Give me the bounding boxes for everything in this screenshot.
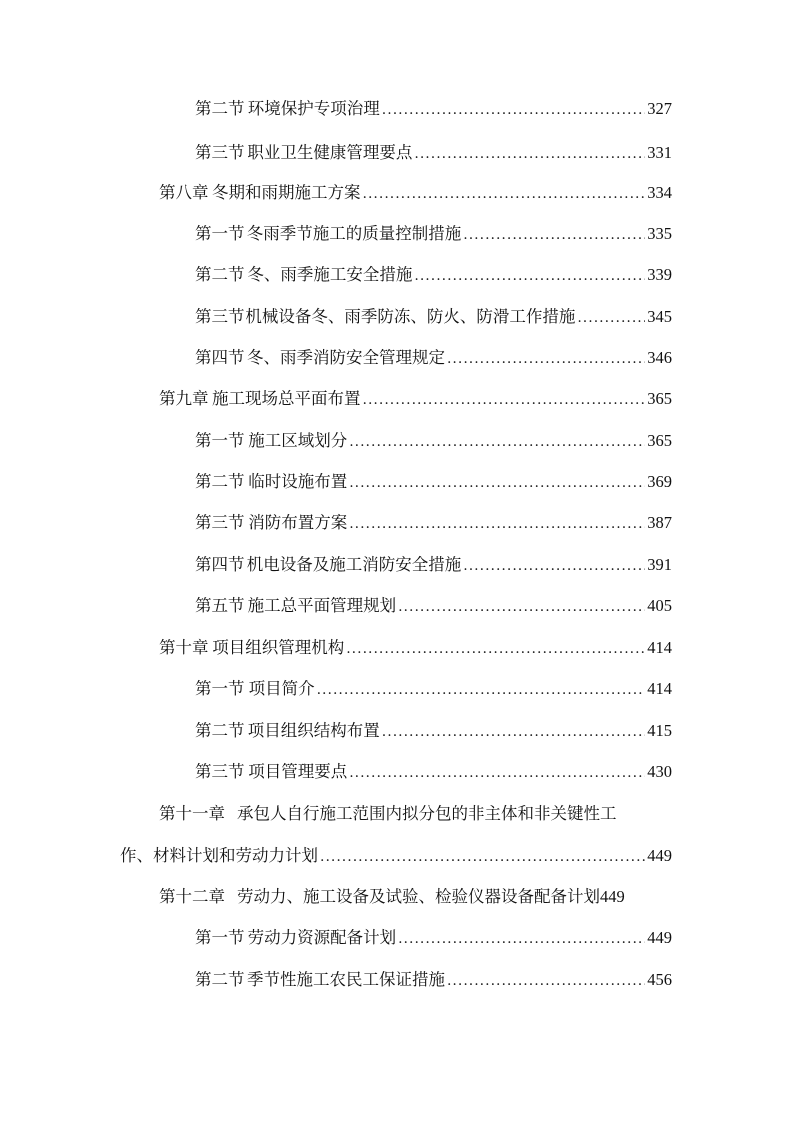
- toc-chapter-entry[interactable]: [159, 886, 680, 908]
- toc-entry[interactable]: [195, 430, 672, 453]
- toc-entry[interactable]: [195, 142, 672, 165]
- dot-leader: [363, 183, 646, 205]
- toc-entry-title: 冬雨季节施工的质量控制措施: [246, 224, 462, 243]
- toc-section-label: 第二节: [195, 970, 245, 989]
- toc-entry-title: 施工现场总平面布置: [212, 389, 361, 408]
- toc-chapter-label: 第十章: [159, 638, 209, 657]
- toc-chapter-entry-line2[interactable]: [120, 845, 672, 868]
- toc-entry[interactable]: [195, 98, 672, 121]
- toc-entry-title: 项目组织结构布置: [247, 721, 380, 740]
- toc-entry-title: 项目简介: [248, 679, 315, 698]
- toc-entry[interactable]: [195, 678, 672, 701]
- toc-entry[interactable]: [195, 512, 672, 535]
- toc-chapter-entry[interactable]: [159, 388, 672, 411]
- toc-section-label: 第三节: [195, 513, 245, 532]
- toc-entry-title: 冬期和雨期施工方案: [212, 183, 361, 202]
- dot-leader: [577, 307, 645, 329]
- toc-section-label: 第三节: [195, 762, 245, 781]
- toc-chapter-entry[interactable]: [159, 637, 672, 660]
- toc-chapter-label: 第十二章: [159, 887, 225, 906]
- toc-page-number: 405: [647, 596, 672, 615]
- toc-page-number: 365: [647, 431, 672, 450]
- toc-section-label: 第三节: [195, 307, 245, 326]
- toc-entry-title: 冬、雨季施工安全措施: [247, 265, 413, 284]
- toc-section-label: 第五节: [195, 596, 245, 615]
- toc-entry-title-line1: 承包人自行施工范围内拟分包的非主体和非关键性工: [237, 804, 617, 823]
- toc-section-label: 第一节: [195, 431, 245, 450]
- toc-page-number: 369: [647, 472, 672, 491]
- toc-page-number: 449: [600, 887, 625, 906]
- toc-entry-title: 临时设施布置: [248, 472, 348, 491]
- dot-leader: [317, 679, 646, 701]
- toc-page-number: 387: [647, 513, 672, 532]
- dot-leader: [349, 513, 645, 535]
- toc-section-label: 第一节: [195, 679, 245, 698]
- toc-section-label: 第一节: [195, 224, 245, 243]
- toc-entry[interactable]: [195, 347, 672, 370]
- toc-entry[interactable]: [195, 264, 672, 287]
- dot-leader: [414, 265, 645, 287]
- toc-page-number: 449: [647, 846, 672, 865]
- toc-entry[interactable]: [195, 471, 672, 494]
- dot-leader: [463, 555, 645, 577]
- toc-entry[interactable]: [195, 761, 672, 784]
- dot-leader: [463, 224, 645, 246]
- toc-entry-title: 冬、雨季消防安全管理规定: [246, 348, 445, 367]
- toc-entry-title-line2: 作、材料计划和劳动力计划: [120, 846, 318, 865]
- toc-entry-title: 职业卫生健康管理要点: [247, 143, 413, 162]
- toc-entry-title: 施工区域划分: [248, 431, 348, 450]
- toc-entry[interactable]: [195, 969, 672, 992]
- toc-entry-title: 消防布置方案: [248, 513, 348, 532]
- toc-entry[interactable]: [195, 927, 672, 950]
- toc-entry[interactable]: [195, 595, 672, 618]
- dot-leader: [349, 431, 645, 453]
- toc-page-number: 345: [647, 307, 672, 326]
- toc-page-number: 339: [647, 265, 672, 284]
- toc-entry-title: 劳动力资源配备计划: [247, 928, 397, 947]
- toc-page-number: 346: [647, 348, 672, 367]
- toc-page-number: 327: [647, 99, 672, 118]
- toc-entry-title: 项目管理要点: [248, 762, 348, 781]
- toc-page-number: 365: [647, 389, 672, 408]
- dot-leader: [382, 721, 645, 743]
- toc-section-label: 第四节: [195, 555, 245, 574]
- toc-page-number: 414: [647, 638, 672, 657]
- dot-leader: [382, 99, 645, 121]
- toc-entry[interactable]: [195, 306, 672, 329]
- dot-leader: [398, 596, 645, 618]
- dot-leader: [447, 970, 645, 992]
- toc-entry[interactable]: [195, 554, 672, 577]
- dot-leader: [346, 638, 645, 660]
- toc-entry-title: 机电设备及施工消防安全措施: [246, 555, 462, 574]
- toc-entry-title: 环境保护专项治理: [247, 99, 380, 118]
- toc-chapter-entry[interactable]: [159, 182, 672, 205]
- toc-page-number: 415: [647, 721, 672, 740]
- toc-page-number: 430: [647, 762, 672, 781]
- dot-leader: [349, 472, 645, 494]
- dot-leader: [447, 348, 645, 370]
- toc-entry-title: 施工总平面管理规划: [247, 596, 397, 615]
- dot-leader: [320, 846, 645, 868]
- toc-entry[interactable]: [195, 720, 672, 743]
- toc-entry-title: 季节性施工农民工保证措施: [246, 970, 445, 989]
- toc-section-label: 第二节: [195, 265, 245, 284]
- toc-page-number: 391: [647, 555, 672, 574]
- toc-section-label: 第一节: [195, 928, 245, 947]
- toc-page-number: 331: [647, 143, 672, 162]
- toc-entry-title: 劳动力、施工设备及试验、检验仪器设备配备计划: [237, 887, 600, 906]
- toc-chapter-label: 第十一章: [159, 804, 225, 823]
- toc-page-number: 449: [647, 928, 672, 947]
- dot-leader: [414, 143, 645, 165]
- toc-page-number: 334: [647, 183, 672, 202]
- toc-chapter-label: 第八章: [159, 183, 209, 202]
- toc-section-label: 第二节: [195, 721, 245, 740]
- toc-section-label: 第二节: [195, 99, 245, 118]
- toc-page-number: 414: [647, 679, 672, 698]
- toc-entry-title: 项目组织管理机构: [212, 638, 345, 657]
- dot-leader: [349, 762, 645, 784]
- toc-chapter-label: 第九章: [159, 389, 209, 408]
- toc-entry[interactable]: [195, 223, 672, 246]
- toc-page-number: 456: [647, 970, 672, 989]
- toc-section-label: 第三节: [195, 143, 245, 162]
- dot-leader: [363, 389, 646, 411]
- toc-entry-title: 机械设备冬、雨季防冻、防火、防滑工作措施: [245, 307, 576, 326]
- dot-leader: [398, 928, 645, 950]
- toc-section-label: 第四节: [195, 348, 245, 367]
- toc-page-number: 335: [647, 224, 672, 243]
- toc-section-label: 第二节: [195, 472, 245, 491]
- toc-chapter-entry-line1[interactable]: [159, 803, 617, 825]
